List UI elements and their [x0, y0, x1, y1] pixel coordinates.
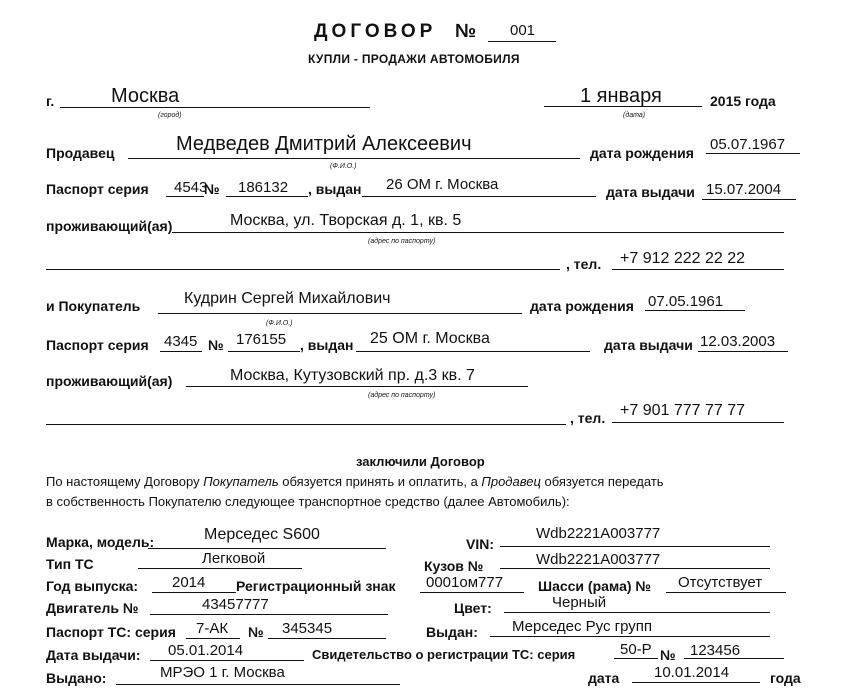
seller-dob-label: дата рождения: [590, 145, 694, 161]
seller-issued-label: , выдан: [308, 181, 362, 197]
contract-number: 001: [510, 22, 536, 39]
buyer-series-line: [160, 351, 202, 352]
body-line: [500, 568, 770, 569]
buyer-dob: 07.05.1961: [648, 293, 724, 310]
agreement-buyer-word: Покупатель: [203, 474, 279, 489]
seller-name-hint: (Ф.И.О.): [330, 163, 357, 170]
reg-label: Регистрационный знак: [236, 578, 396, 594]
buyer-address-hint: (адрес по паспорту): [368, 392, 436, 399]
buyer-issued-label: , выдан: [300, 337, 354, 353]
chassis-value: Отсутствует: [678, 574, 763, 591]
seller-phone: +7 912 222 22 22: [620, 250, 746, 267]
buyer-passport-series: 4345: [164, 333, 198, 350]
buyer-passport-number: 176155: [236, 331, 287, 348]
seller-dob: 05.07.1967: [710, 136, 786, 153]
make-value: Мерседес S600: [204, 526, 320, 543]
pts-issued-label: Выдан:: [426, 624, 478, 640]
buyer-name: Кудрин Сергей Михайлович: [184, 290, 391, 307]
buyer-address: Москва, Кутузовский пр. д.3 кв. 7: [230, 367, 475, 384]
type-line: [138, 568, 302, 569]
buyer-address-line-2: [46, 424, 566, 425]
year-line: [152, 592, 236, 593]
agreement-text-e: обязуется передать: [540, 474, 664, 489]
pts-series: 7-АК: [196, 620, 229, 637]
body-value: Wdb2221A003777: [536, 551, 661, 568]
body-label: Кузов №: [424, 558, 484, 574]
year-label: Год выпуска:: [46, 578, 139, 594]
agreement-seller-word: Продавец: [481, 474, 541, 489]
issue-date-line: [150, 660, 304, 661]
seller-name-line: [128, 158, 580, 159]
date-hint: (дата): [623, 112, 646, 119]
reg-line: [420, 592, 524, 593]
cert-series-line: [614, 658, 658, 659]
pts-number-label: №: [248, 624, 264, 640]
contract-number-line: [488, 41, 556, 42]
agreement-text-a: По настоящему Договору: [46, 474, 204, 489]
city-value: Москва: [111, 85, 180, 107]
number-sign: №: [455, 21, 477, 42]
buyer-phone: +7 901 777 77 77: [620, 402, 746, 419]
seller-issue-date-label: дата выдачи: [606, 184, 695, 200]
cert-series: 50-Р: [620, 641, 652, 658]
buyer-issued-by: 25 ОМ г. Москва: [370, 330, 490, 347]
buyer-issue-date-line: [698, 351, 788, 352]
type-value: Легковой: [202, 550, 266, 567]
color-label: Цвет:: [454, 600, 492, 616]
seller-address-line-2: [46, 269, 560, 270]
seller-address-hint: (адрес по паспорту): [368, 238, 436, 245]
pts-issued-by: Мерседес Рус групп: [512, 618, 653, 635]
make-label: Марка, модель:: [46, 534, 155, 550]
vin-line: [500, 546, 770, 547]
pts-number: 345345: [282, 620, 333, 637]
buyer-issue-date-label: дата выдачи: [604, 337, 693, 353]
subtitle: КУПЛИ - ПРОДАЖИ АВТОМОБИЛЯ: [308, 52, 520, 66]
color-line: [504, 612, 770, 613]
make-line: [148, 548, 386, 549]
pts-issued-line: [490, 636, 770, 637]
seller-phone-line: [612, 269, 784, 270]
cert-date-line: [632, 682, 760, 683]
seller-number-label: №: [204, 181, 220, 197]
buyer-number-label: №: [208, 337, 224, 353]
color-value: Черный: [552, 594, 607, 611]
issue-date-label: Дата выдачи:: [46, 647, 141, 663]
cert-date-label: дата: [588, 670, 620, 686]
year-suffix: года: [770, 670, 801, 686]
pts-label: Паспорт ТС: серия: [46, 624, 176, 640]
buyer-passport-label: Паспорт серия: [46, 337, 149, 353]
buyer-name-hint: (Ф.И.О.): [266, 320, 293, 327]
type-label: Тип ТС: [46, 556, 94, 572]
vin-label: VIN:: [466, 536, 494, 552]
agreement-paragraph-1: [46, 474, 664, 489]
city-prefix: г.: [46, 93, 55, 109]
seller-dob-line: [706, 153, 800, 154]
buyer-label: и Покупатель: [46, 298, 141, 314]
seller-issued-line: [362, 196, 596, 197]
seller-passport-label: Паспорт серия: [46, 181, 149, 197]
seller-passport-series: 4543: [174, 179, 208, 196]
cert-number: 123456: [690, 642, 741, 659]
seller-address-line: [172, 232, 784, 233]
issued-by-label: Выдано:: [46, 670, 107, 686]
agreement-paragraph-2: в собственность Покупателю следующее транспортное средство (далее Автомобиль):: [46, 494, 570, 509]
buyer-name-line: [158, 313, 522, 314]
issued-by-value: МРЭО 1 г. Москва: [160, 664, 285, 681]
seller-passport-number: 186132: [238, 179, 289, 196]
seller-issue-date: 15.07.2004: [706, 181, 782, 198]
seller-series-line: [166, 196, 204, 197]
chassis-label: Шасси (рама) №: [538, 578, 652, 594]
title-word: ДОГОВОР: [314, 21, 437, 42]
seller-label: Продавец: [46, 145, 115, 161]
buyer-number-line: [228, 351, 300, 352]
cert-label: Свидетельство о регистрации ТС: серия: [312, 647, 576, 662]
buyer-phone-line: [612, 422, 784, 423]
vin-value: Wdb2221A003777: [536, 525, 661, 542]
issued-by-line: [116, 684, 400, 685]
engine-label: Двигатель №: [46, 600, 139, 616]
agreement-heading: заключили Договор: [356, 454, 485, 469]
seller-phone-label: , тел.: [566, 256, 602, 272]
date-value: 1 января: [580, 85, 662, 107]
buyer-residing-label: проживающий(ая): [46, 373, 173, 389]
seller-number-line: [226, 196, 308, 197]
cert-date-value: 10.01.2014: [654, 664, 730, 681]
buyer-dob-label: дата рождения: [530, 298, 634, 314]
seller-name: Медведев Дмитрий Алексеевич: [176, 133, 472, 155]
pts-series-line: [186, 638, 240, 639]
seller-residing-label: проживающий(ая): [46, 218, 173, 234]
agreement-text-c: обязуется принять и оплатить, а: [278, 474, 482, 489]
date-line: [544, 106, 702, 107]
engine-line: [150, 614, 388, 615]
seller-address: Москва, ул. Творская д. 1, кв. 5: [230, 212, 462, 229]
issue-date-value: 05.01.2014: [168, 642, 244, 659]
reg-value: 0001ом777: [426, 574, 504, 591]
buyer-dob-line: [645, 310, 745, 311]
engine-value: 43457777: [202, 596, 269, 613]
pts-number-line: [268, 638, 386, 639]
city-hint: (город): [158, 112, 182, 119]
seller-issue-date-line: [702, 199, 796, 200]
cert-number-line: [684, 658, 784, 659]
year-text: 2015 года: [710, 93, 776, 109]
cert-number-label: №: [660, 647, 676, 663]
city-line: [60, 107, 370, 108]
buyer-address-line: [186, 386, 528, 387]
buyer-issue-date: 12.03.2003: [700, 333, 776, 350]
year-value: 2014: [172, 574, 206, 591]
chassis-line: [666, 592, 786, 593]
seller-issued-by: 26 ОМ г. Москва: [386, 176, 499, 193]
buyer-phone-label: , тел.: [570, 410, 606, 426]
buyer-issued-line: [356, 351, 590, 352]
